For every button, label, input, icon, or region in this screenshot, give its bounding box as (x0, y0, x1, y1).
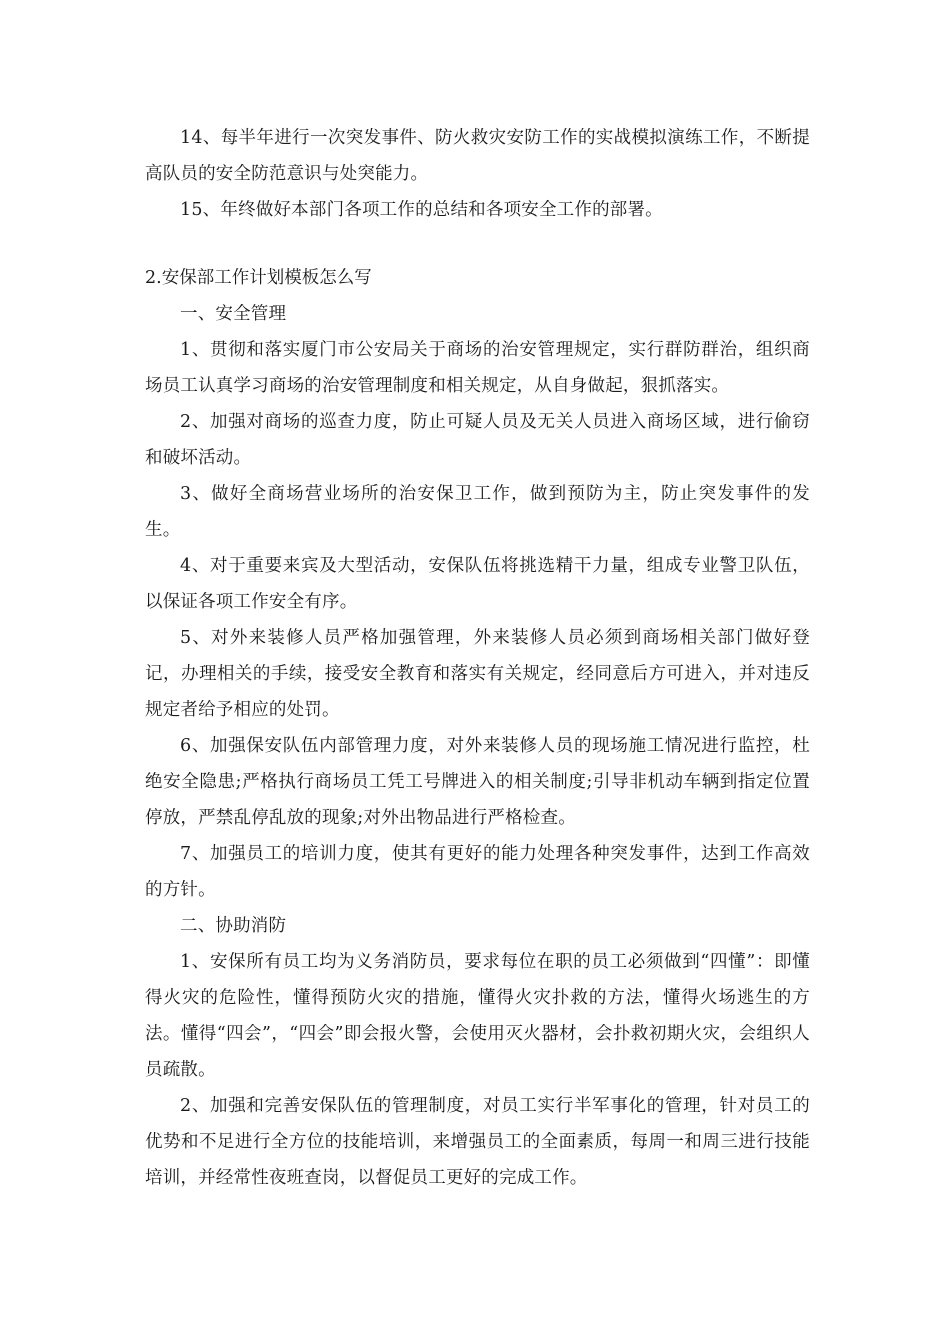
paragraph-item-15: 15、年终做好本部门各项工作的总结和各项安全工作的部署。 (180, 200, 663, 220)
part-title-fire-assistance: 二、协助消防 (180, 916, 287, 936)
document-body (145, 120, 810, 1196)
section-title: 2.安保部工作计划模板怎么写 (145, 268, 372, 288)
part-title-security-management: 一、安全管理 (180, 304, 287, 324)
list-item: 3、做好全商场营业场所的治安保卫工作，做到预防为主，防止突发事件的发生。 (145, 484, 810, 540)
section-spacer (145, 228, 810, 260)
paragraph-item-14: 14、每半年进行一次突发事件、防火救灾安防工作的实战模拟演练工作，不断提高队员的安全防范意识与处突能力。 (145, 128, 810, 184)
list-item: 1、安保所有员工均为义务消防员，要求每位在职的员工必须做到“四懂”：即懂得火灾的危险性，懂得预防火灾的措施，懂得火灾扑救的方法，懂得火场逃生的方法。懂得“四会”，“四会”即会报火警，会使用灭火器材，会扑救初期火灾，会组织人员疏散。 (145, 952, 810, 1080)
list-item: 2、加强和完善安保队伍的管理制度，对员工实行半军事化的管理，针对员工的优势和不足进行全方位的技能培训，来增强员工的全面素质，每周一和周三进行技能培训，并经常性夜班查岗，以督促员工更好的完成工作。 (145, 1096, 810, 1188)
list-item: 1、贯彻和落实厦门市公安局关于商场的治安管理规定，实行群防群治，组织商场员工认真学习商场的治安管理制度和相关规定，从自身做起，狠抓落实。 (145, 340, 810, 396)
list-item: 6、加强保安队伍内部管理力度，对外来装修人员的现场施工情况进行监控，杜绝安全隐患;严格执行商场员工凭工号牌进入的相关制度;引导非机动车辆到指定位置停放，严禁乱停乱放的现象;对外出物品进行严格检查。 (145, 736, 810, 828)
list-item: 4、对于重要来宾及大型活动，安保队伍将挑选精干力量，组成专业警卫队伍，以保证各项工作安全有序。 (145, 556, 810, 612)
list-item: 7、加强员工的培训力度，使其有更好的能力处理各种突发事件，达到工作高效的方针。 (145, 844, 810, 900)
list-item: 2、加强对商场的巡查力度，防止可疑人员及无关人员进入商场区域，进行偷窃和破坏活动。 (145, 412, 810, 468)
list-item: 5、对外来装修人员严格加强管理，外来装修人员必须到商场相关部门做好登记，办理相关的手续，接受安全教育和落实有关规定，经同意后方可进入，并对违反规定者给予相应的处罚。 (145, 628, 810, 720)
